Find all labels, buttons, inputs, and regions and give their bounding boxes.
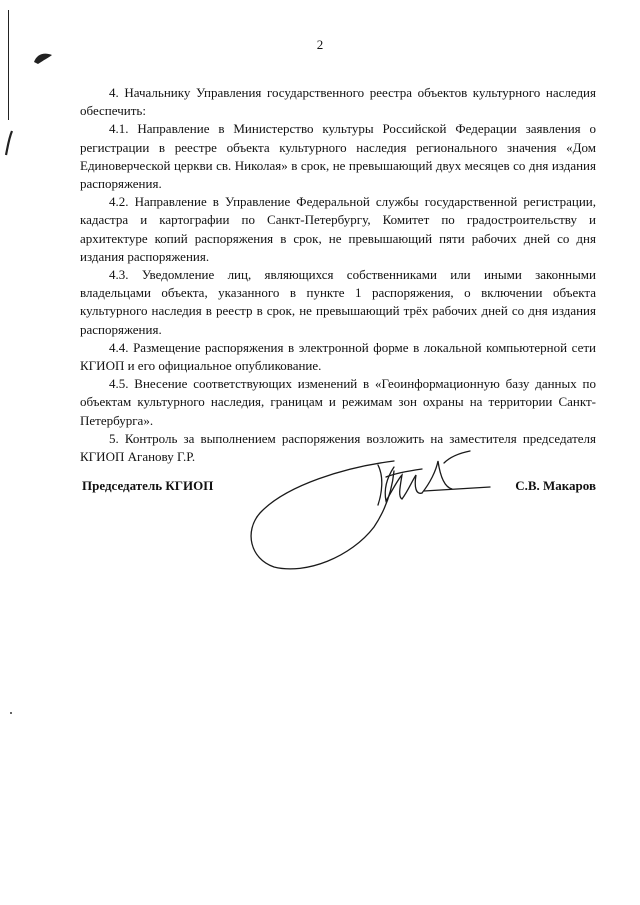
paragraph-4-3: 4.3. Уведомление лиц, являющихся собственниками или иными законными владельцами объекта, указанного в пункте 1 распоряжения, о включении объекта культурного наследия в реестр в срок, не превышающий трёх рабочих дней со дня издания распоряжения.: [80, 267, 596, 337]
signatory-title: Председатель КГИОП: [82, 478, 214, 493]
document-body: [80, 84, 596, 466]
page-number: 2: [316, 37, 324, 52]
scan-speck: [10, 712, 12, 714]
paragraph-4: 4. Начальнику Управления государственного реестра объектов культурного наследия обеспечить:: [80, 85, 596, 119]
signatory-name: С.В. Макаров: [515, 478, 596, 493]
paragraph-4-5: 4.5. Внесение соответствующих изменений в «Геоинформационную базу данных по объектам культурного наследия, границам и режимам зон охраны на территории Санкт-Петербурга».: [80, 376, 596, 428]
paragraph-4-4: 4.4. Размещение распоряжения в электронной форме в локальной компьютерной сети КГИОП и его официальное опубликование.: [80, 339, 596, 374]
scan-edge-line: [8, 10, 9, 120]
paragraph-5: 5. Контроль за выполнением распоряжения возложить на заместителя председателя КГИОП Аганову Г.Р.: [80, 430, 596, 465]
margin-ink-stroke: [3, 130, 15, 156]
handwritten-signature: [246, 447, 496, 577]
paragraph-4-1: 4.1. Направление в Министерство культуры Российской Федерации заявления о регистрации в реестре объекта культурного наследия регионального значения «Дом Единоверческой церкви св. Николая» в срок, не превышающий двух месяцев со дня издания распоряжения.: [80, 121, 596, 192]
paragraph-4-2: 4.2. Направление в Управление Федеральной службы государственной регистрации, кадастра и картографии по Санкт-Петербургу, Комитет по градостроительству и архитектуре копий распоряжения в срок, не превышающий пяти рабочих дней со дня издания распоряжения.: [80, 194, 596, 264]
